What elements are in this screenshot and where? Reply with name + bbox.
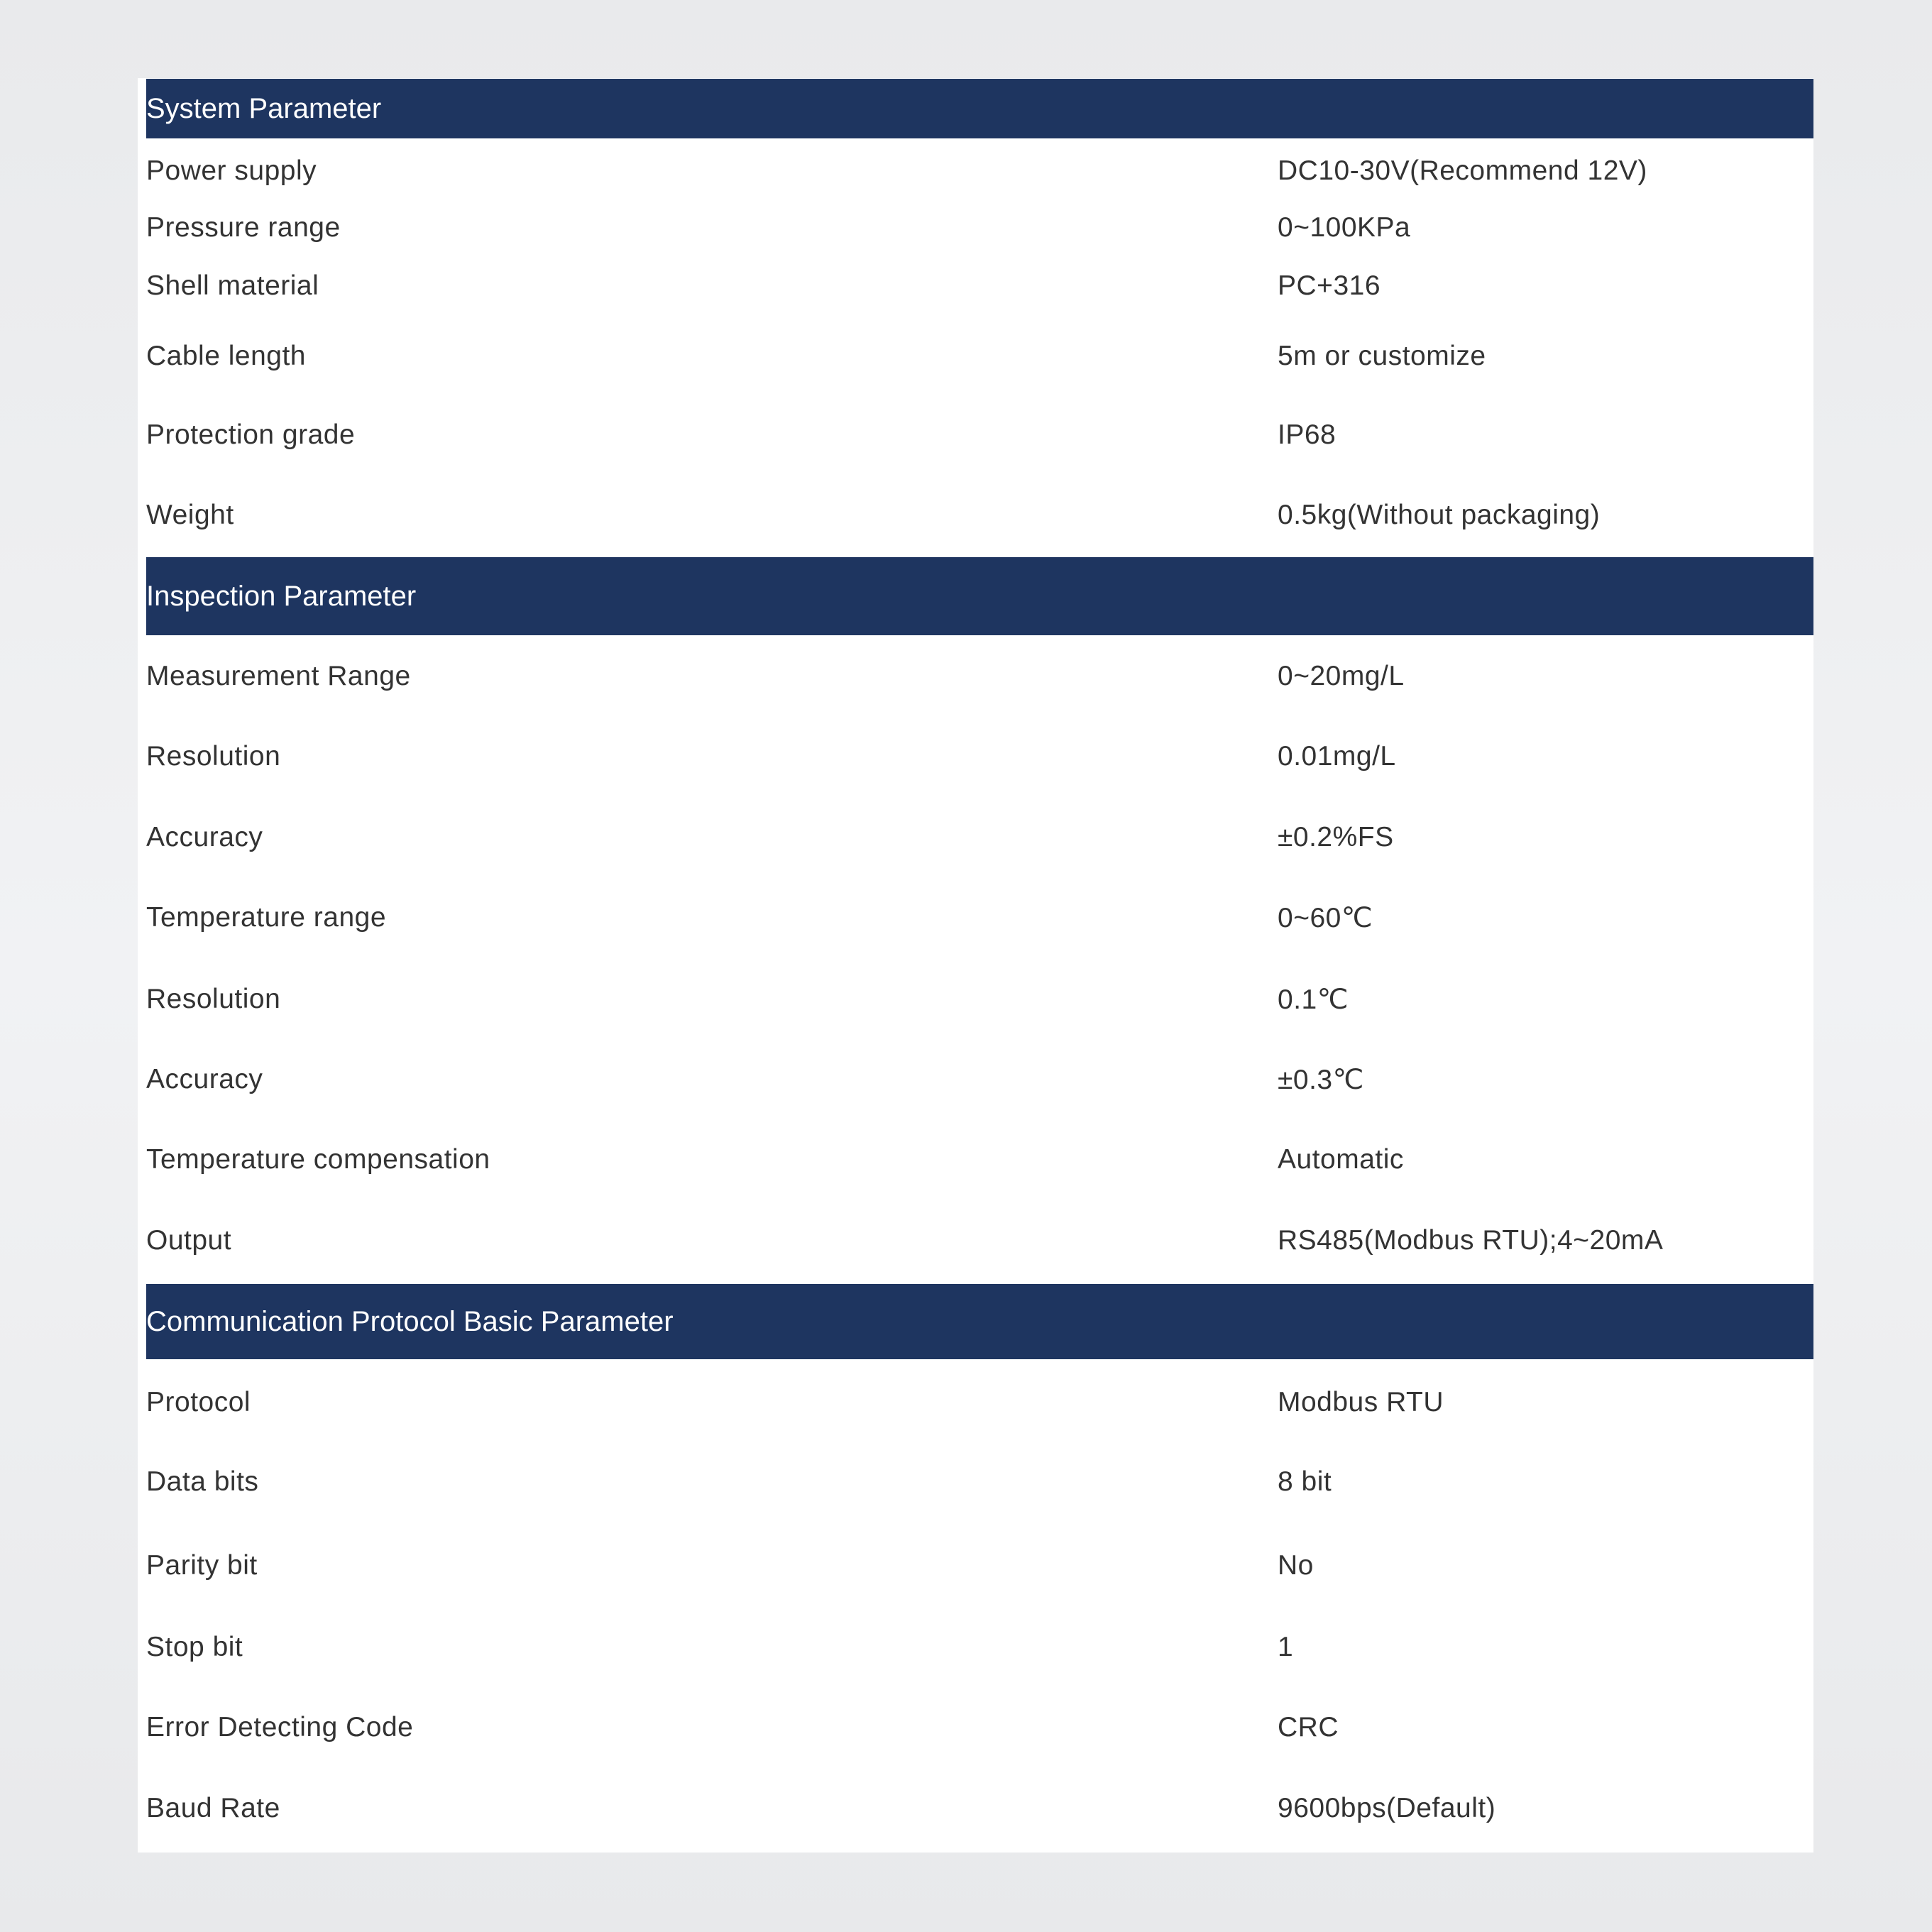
spec-label: Resolution: [146, 741, 281, 772]
spec-row: [146, 978, 1813, 1021]
spec-label: Protocol: [146, 1387, 251, 1417]
spec-label: Data bits: [146, 1466, 259, 1497]
spec-row: [146, 1626, 1813, 1669]
spec-value: Modbus RTU: [1278, 1387, 1444, 1417]
spec-label: Pressure range: [146, 212, 341, 243]
spec-label: Cable length: [146, 341, 306, 371]
spec-value: 8 bit: [1278, 1466, 1332, 1497]
spec-value: ±0.2%FS: [1278, 822, 1394, 852]
spec-value: 0~60℃: [1278, 902, 1373, 933]
spec-row: [146, 494, 1813, 537]
spec-label: Measurement Range: [146, 661, 411, 691]
spec-value: 5m or customize: [1278, 341, 1486, 371]
section-header-communication: [146, 1284, 1813, 1359]
spec-value: 0.1℃: [1278, 984, 1349, 1015]
spec-value: RS485(Modbus RTU);4~20mA: [1278, 1225, 1664, 1256]
spec-row: [146, 1787, 1813, 1830]
spec-label: Weight: [146, 500, 234, 530]
spec-row: [146, 414, 1813, 456]
spec-label: Resolution: [146, 984, 281, 1014]
spec-row: [146, 816, 1813, 859]
spec-value: 1: [1278, 1632, 1294, 1662]
spec-label: Stop bit: [146, 1632, 243, 1662]
spec-value: 0~20mg/L: [1278, 661, 1405, 691]
spec-label: Shell material: [146, 270, 319, 301]
spec-row: [146, 1219, 1813, 1262]
spec-value: 9600bps(Default): [1278, 1793, 1496, 1823]
spec-value: 0.5kg(Without packaging): [1278, 500, 1601, 530]
spec-row: [146, 1461, 1813, 1503]
spec-value: IP68: [1278, 419, 1337, 450]
section-title: Inspection Parameter: [146, 580, 417, 612]
spec-row: [146, 1381, 1813, 1424]
spec-row: [146, 1058, 1813, 1101]
spec-label: Temperature compensation: [146, 1144, 490, 1175]
spec-row: [146, 1544, 1813, 1587]
spec-row: [146, 896, 1813, 939]
spec-label: Error Detecting Code: [146, 1712, 414, 1742]
spec-row: [146, 335, 1813, 378]
spec-label: Accuracy: [146, 1064, 263, 1094]
section-header-inspection: [146, 557, 1813, 635]
spec-label: Accuracy: [146, 822, 263, 852]
spec-label: Power supply: [146, 155, 317, 186]
spec-row: [146, 1138, 1813, 1181]
spec-label: Parity bit: [146, 1550, 258, 1581]
spec-value: 0.01mg/L: [1278, 741, 1396, 772]
spec-value: Automatic: [1278, 1144, 1404, 1175]
spec-label: Temperature range: [146, 902, 387, 933]
spec-row: [146, 207, 1813, 249]
spec-value: PC+316: [1278, 270, 1381, 301]
spec-row: [146, 655, 1813, 698]
spec-value: CRC: [1278, 1712, 1339, 1742]
section-title: System Parameter: [146, 92, 382, 124]
spec-label: Baud Rate: [146, 1793, 280, 1823]
spec-label: Protection grade: [146, 419, 356, 450]
spec-value: DC10-30V(Recommend 12V): [1278, 155, 1647, 186]
spec-label: Output: [146, 1225, 232, 1256]
spec-row: [146, 265, 1813, 307]
spec-row: [146, 150, 1813, 192]
spec-table: [138, 78, 1813, 1853]
section-header-system: [146, 79, 1813, 138]
section-title: Communication Protocol Basic Parameter: [146, 1305, 674, 1337]
spec-value: 0~100KPa: [1278, 212, 1411, 243]
spec-row: [146, 735, 1813, 778]
spec-value: ±0.3℃: [1278, 1064, 1364, 1095]
spec-row: [146, 1706, 1813, 1749]
spec-value: No: [1278, 1550, 1314, 1581]
